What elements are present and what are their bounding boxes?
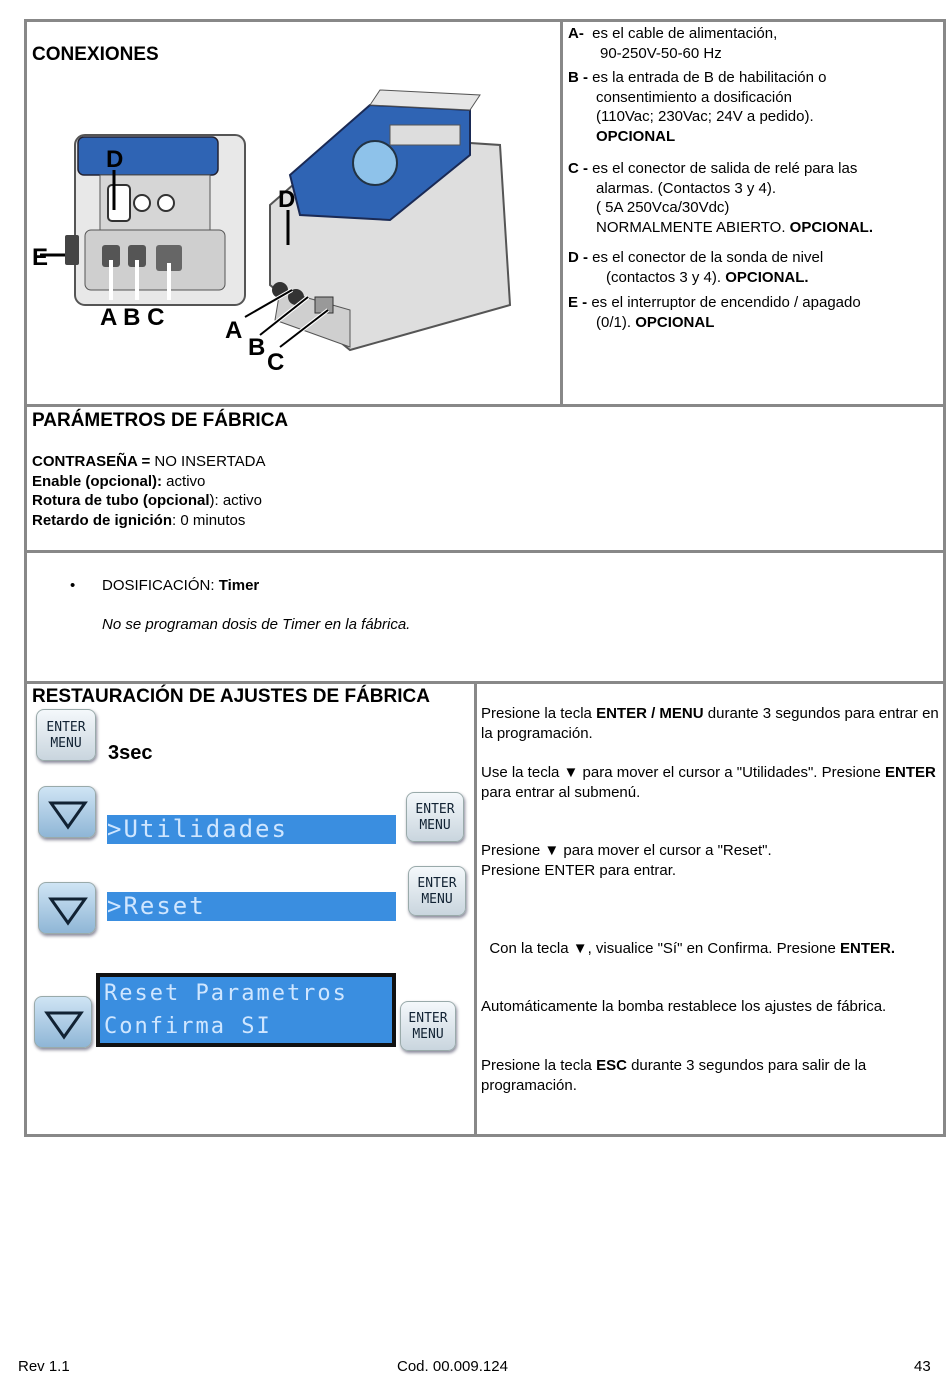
pump-head — [353, 141, 397, 185]
dosificacion-line: DOSIFICACIÓN: Timer — [102, 577, 260, 594]
lcd-confirm-display — [96, 973, 396, 1047]
restauracion-title: RESTAURACIÓN DE AJUSTES DE FÁBRICA — [32, 686, 430, 707]
parametros-list — [32, 452, 266, 530]
lcd-reset: >Reset — [107, 892, 396, 921]
footer-code: Cod. 00.009.124 — [397, 1358, 508, 1375]
label-a: A — [225, 317, 243, 344]
param-row: Rotura de tubo (opcional): activo — [32, 492, 263, 509]
param-row: CONTRASEÑA = NO INSERTADA — [32, 453, 266, 470]
power-switch — [65, 235, 79, 265]
enter-menu-key-hold[interactable]: ENTER MENU — [36, 709, 96, 761]
restauracion-step-3: Presione ▼ para mover el cursor a "Reset". Presione ENTER para entrar. — [481, 842, 772, 879]
enter-menu-key-reset[interactable]: ENTER MENU — [408, 866, 466, 916]
pump-connections-illustration — [30, 85, 530, 390]
conexiones-item-c: C - es el conector de salida de relé para las alarmas. (Contactos 3 y 4). ( 5A 250Vca/30Vdc) NORMALMENTE ABIERTO. OPCIONAL. — [568, 160, 874, 236]
param-row: Retardo de ignición: 0 minutos — [32, 511, 246, 529]
hold-duration: 3sec — [108, 742, 153, 764]
label-abc: A B C — [100, 304, 165, 331]
enter-menu-key-utilidades[interactable]: ENTER MENU — [406, 792, 464, 842]
down-triangle-icon — [39, 883, 97, 935]
label-e: E — [32, 244, 49, 271]
lcd-confirma: Confirma SI — [100, 1010, 392, 1043]
restauracion-step-4: Con la tecla ▼, visualice "Sí" en Confirma. Presione ENTER. — [481, 940, 896, 957]
lcd-utilidades: >Utilidades — [107, 815, 396, 844]
dosificacion-note: No se programan dosis de Timer en la fábrica. — [102, 616, 411, 633]
footer-revision: Rev 1.1 — [18, 1358, 70, 1375]
dosificacion-bullet: • — [70, 577, 76, 594]
down-triangle-icon — [39, 787, 97, 839]
level-connector — [108, 185, 130, 221]
param-row: Enable (opcional): activo — [32, 472, 206, 490]
down-arrow-key[interactable] — [38, 882, 96, 934]
down-arrow-key[interactable] — [34, 996, 92, 1048]
label-d-front: D — [106, 146, 124, 173]
conexiones-item-b: B - es la entrada de B de habilitación o consentimiento a dosificación (110Vac; 230Vac; 24V a pedido). OPCIONAL — [568, 69, 827, 145]
conexiones-item-e: E - es el interruptor de encendido / apagado (0/1). OPCIONAL — [568, 294, 861, 331]
label-b: B — [248, 334, 266, 361]
conexiones-item-d: D - es el conector de la sonda de nivel (contactos 3 y 4). OPCIONAL. — [568, 249, 824, 286]
down-triangle-icon — [35, 997, 93, 1049]
conexiones-title: CONEXIONES — [32, 44, 159, 65]
restauracion-step-1: Presione la tecla ENTER / MENU durante 3 segundos para entrar en la programación. — [481, 705, 939, 742]
label-d-side: D — [278, 186, 296, 213]
restauracion-step-6: Presione la tecla ESC durante 3 segundos para salir de la programación. — [481, 1057, 867, 1094]
label-c: C — [267, 349, 285, 376]
conexiones-item-a: A- es el cable de alimentación, 90-250V-50-60 Hz — [568, 25, 778, 62]
footer-page-number: 43 — [914, 1358, 931, 1375]
lcd-reset-parametros: Reset Parametros — [100, 977, 392, 1010]
down-arrow-key[interactable] — [38, 786, 96, 838]
enter-menu-key-confirm[interactable]: ENTER MENU — [400, 1001, 456, 1051]
restauracion-step-2: Use la tecla ▼ para mover el cursor a "Utilidades". Presione ENTER para entrar al submenú. — [481, 764, 936, 801]
parametros-title: PARÁMETROS DE FÁBRICA — [32, 410, 289, 431]
pump-front-cover — [78, 137, 218, 175]
restauracion-step-5: Automáticamente la bomba restablece los ajustes de fábrica. — [481, 998, 887, 1015]
